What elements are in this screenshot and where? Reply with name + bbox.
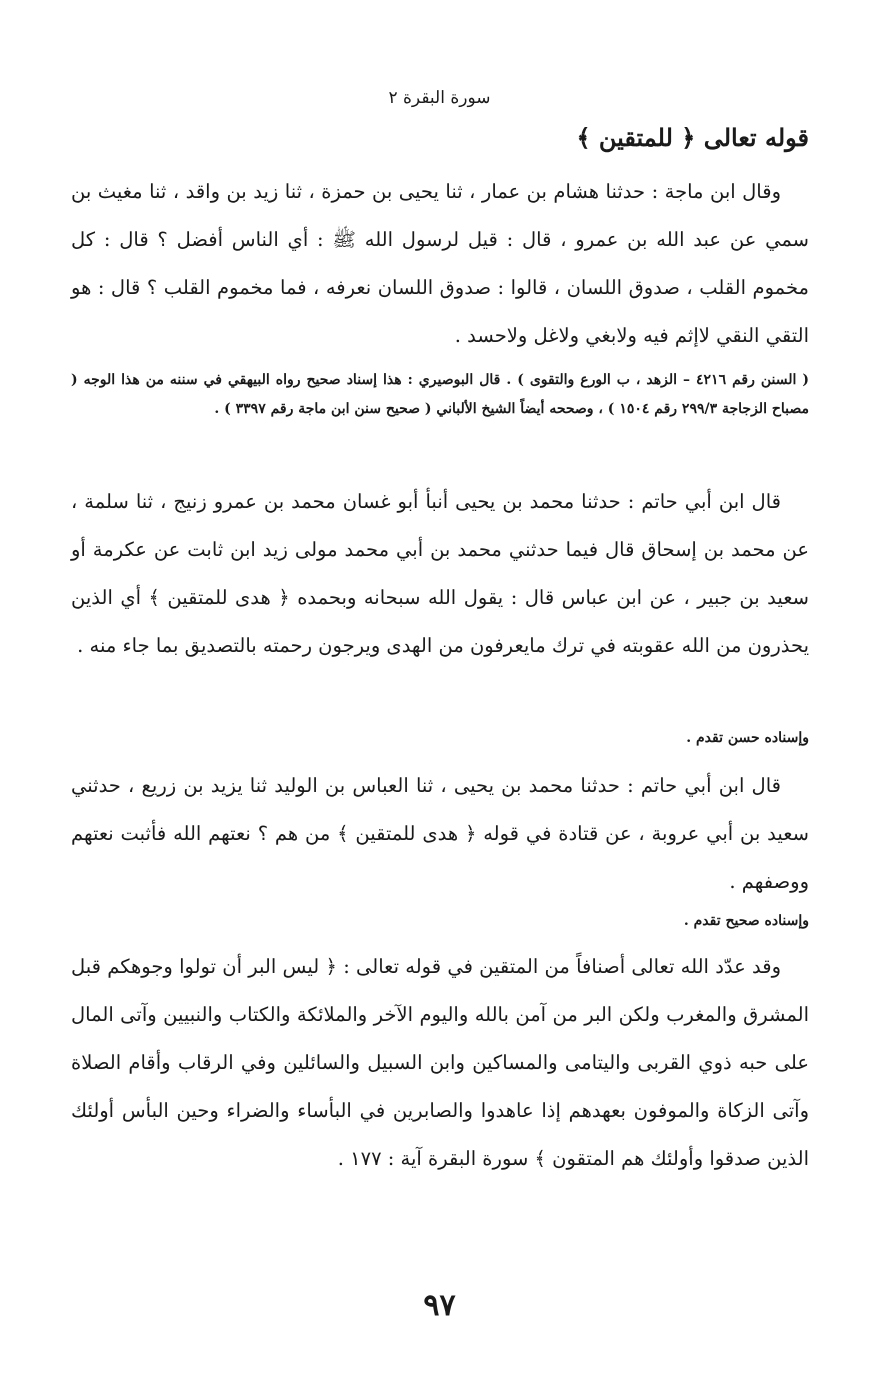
paragraph-ibn-majah [71,168,809,360]
paragraph-categories-of-muttaqin [71,943,809,1183]
footnote-reference: ( السنن رقم ٤٢١٦ – الزهد ، ب الورع والتقوى ) . قال البوصيري : هذا إسناد صحيح رواه البيهقي في سننه من هذا الوجه ( مصباح الزجاجة ٢٩٩/٣ رقم ١٥٠٤ ) ، وصححه أيضاً الشيخ الألباني ( صحيح سنن ابن ماجة رقم ٣٣٩٧ ) . [71,372,809,417]
section-heading: قوله تعالى ﴿ للمتقين ﴾ [576,123,809,152]
isnad-note-sahih: وإسناده صحيح تقدم . [683,913,809,929]
paragraph-text: قال ابن أبي حاتم : حدثنا محمد بن يحيى أنبأ أبو غسان محمد بن عمرو زنيج ، ثنا سلمة ، عن محمد بن إسحاق قال فيما حدثني محمد بن أبي محمد مولى زيد ابن ثابت عن عكرمة أو سعيد بن جبير ، عن ابن عباس قال : يقول الله سبحانه وبحمده ﴿ هدى للمتقين ﴾ أي الذين يحذرون من الله عقوبته في ترك مايعرفون من الهدى ويرجون رحمته بالتصديق بما جاء منه . [71,490,809,657]
isnad-note-hasan: وإسناده حسن تقدم . [686,730,809,746]
paragraph-text: قال ابن أبي حاتم : حدثنا محمد بن يحيى ، ثنا العباس بن الوليد ثنا يزيد بن زريع ، حدثني سعيد بن أبي عروبة ، عن قتادة في قوله ﴿ هدى للمتقين ﴾ من هم ؟ نعتهم الله فأثبت نعتهم ووصفهم . [71,774,809,893]
paragraph-ibn-abi-hatim-2 [71,762,809,906]
running-header: سورة البقرة ٢ [388,88,491,108]
page-number: ٩٧ [423,1288,456,1323]
paragraph-ibn-abi-hatim-1 [71,478,809,670]
paragraph-text: وقال ابن ماجة : حدثنا هشام بن عمار ، ثنا يحيى بن حمزة ، ثنا زيد بن واقد ، ثنا مغيث بن سمي عن عبد الله بن عمرو ، قال : قيل لرسول الله ﷺ : أي الناس أفضل ؟ قال : كل مخموم القلب ، صدوق اللسان ، قالوا : صدوق اللسان نعرفه ، فما مخموم القلب ؟ قال : هو التقي النقي لاإثم فيه ولابغي ولاغل ولاحسد . [71,180,809,347]
paragraph-text: وقد عدّد الله تعالى أصنافاً من المتقين في قوله تعالى : ﴿ ليس البر أن تولوا وجوهكم قبل المشرق والمغرب ولكن البر من آمن بالله واليوم الآخر والملائكة والكتاب والنبيين وآتى المال على حبه ذوي القربى واليتامى والمساكين وابن السبيل والسائلين وفي الرقاب وأقام الصلاة وآتى الزكاة والموفون بعهدهم إذا عاهدوا والصابرين في البأساء والضراء وحين البأس أولئك الذين صدقوا وأولئك هم المتقون ﴾ سورة البقرة آية : ١٧٧ . [71,955,809,1170]
